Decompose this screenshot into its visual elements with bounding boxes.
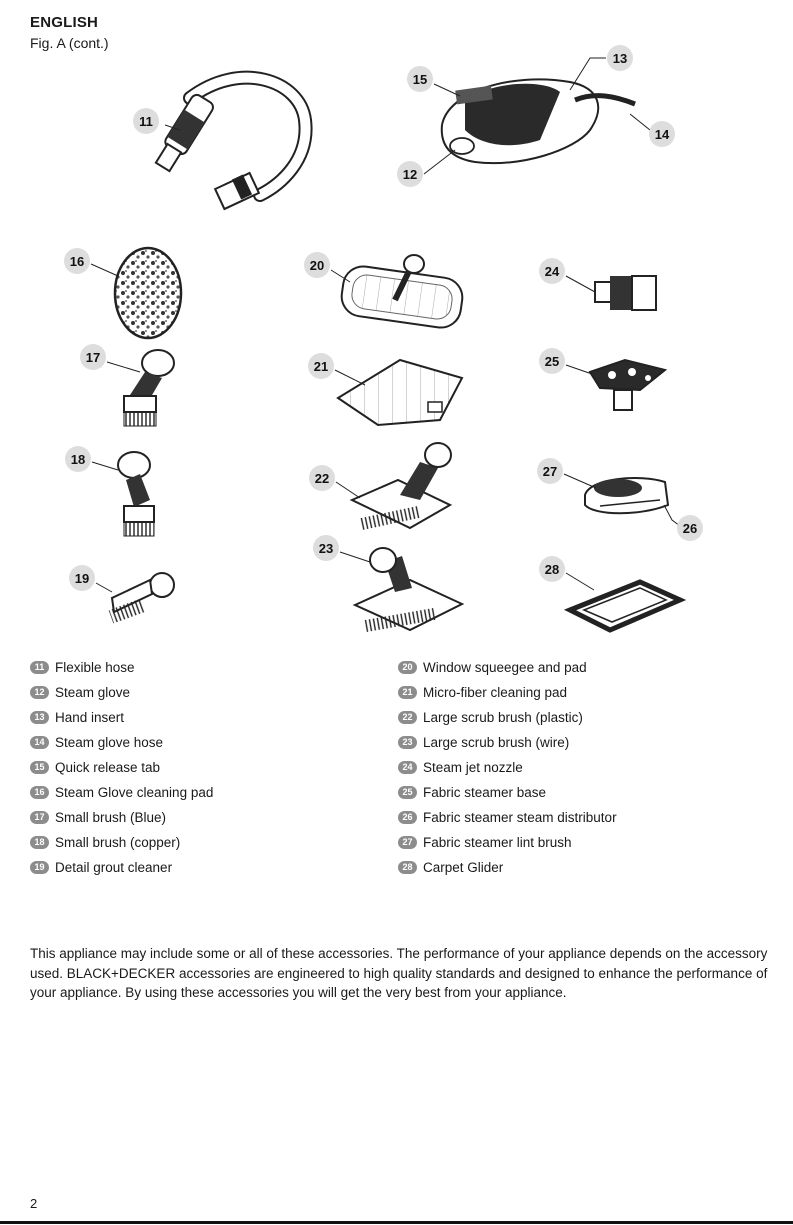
- window-squeegee-illustration: [339, 255, 465, 330]
- detail-grout-cleaner-illustration: [109, 573, 174, 623]
- legend-number-badge: 22: [398, 711, 417, 724]
- micro-fiber-pad-illustration: [338, 360, 462, 425]
- legend-label: Flexible hose: [55, 660, 135, 675]
- callout-15: 15: [412, 72, 428, 87]
- flexible-hose-illustration: [152, 78, 305, 209]
- accessory-legend-right: [398, 655, 617, 880]
- legend-number-badge: 25: [398, 786, 417, 799]
- legend-label: Fabric steamer steam distributor: [423, 810, 617, 825]
- legend-item: [30, 830, 213, 855]
- callout-12: 12: [402, 167, 418, 182]
- legend-item: [398, 830, 617, 855]
- callout-17: 17: [85, 350, 101, 365]
- legend-label: Steam Glove cleaning pad: [55, 785, 214, 800]
- legend-item: [30, 680, 213, 705]
- legend-number-badge: 15: [30, 761, 49, 774]
- bottom-rule: [0, 1221, 793, 1224]
- large-scrub-brush-wire-illustration: [355, 548, 462, 632]
- legend-item: [398, 705, 617, 730]
- legend-number-badge: 28: [398, 861, 417, 874]
- callout-26: 26: [682, 521, 698, 536]
- legend-label: Small brush (copper): [55, 835, 181, 850]
- steam-glove-illustration: [442, 79, 635, 163]
- large-scrub-brush-plastic-illustration: [352, 443, 451, 530]
- legend-label: Fabric steamer base: [423, 785, 547, 800]
- legend-label: Carpet Glider: [423, 860, 504, 875]
- legend-item: [398, 730, 617, 755]
- legend-label: Steam glove hose: [55, 735, 164, 750]
- legend-label: Fabric steamer lint brush: [423, 835, 572, 850]
- callout-23: 23: [318, 541, 334, 556]
- legend-item: [30, 755, 213, 780]
- callout-13: 13: [612, 51, 628, 66]
- legend-item: [398, 855, 617, 880]
- steam-jet-nozzle-illustration: [595, 276, 656, 310]
- callout-28: 28: [544, 562, 560, 577]
- legend-item: [398, 780, 617, 805]
- legend-number-badge: 21: [398, 686, 417, 699]
- legend-number-badge: 12: [30, 686, 49, 699]
- callout-27: 27: [542, 464, 558, 479]
- small-brush-copper-illustration: [118, 452, 154, 536]
- page-number: 2: [30, 1196, 38, 1211]
- callout-21: 21: [313, 359, 329, 374]
- legend-label: Large scrub brush (wire): [423, 735, 570, 750]
- legend-number-badge: 23: [398, 736, 417, 749]
- legend-number-badge: 16: [30, 786, 49, 799]
- legend-number-badge: 14: [30, 736, 49, 749]
- glove-cleaning-pad-illustration: [115, 248, 181, 338]
- callout-19: 19: [74, 571, 90, 586]
- legend-label: Quick release tab: [55, 760, 161, 775]
- legend-number-badge: 17: [30, 811, 49, 824]
- callout-11: 11: [139, 114, 153, 129]
- callout-16: 16: [69, 254, 85, 269]
- legend-label: Steam jet nozzle: [423, 760, 523, 775]
- legend-item: [398, 655, 617, 680]
- legend-number-badge: 13: [30, 711, 49, 724]
- small-brush-blue-illustration: [124, 350, 174, 426]
- legend-item: [398, 680, 617, 705]
- figure-caption: Fig. A (cont.): [30, 35, 109, 51]
- legend-item: [398, 805, 617, 830]
- callout-18: 18: [70, 452, 86, 467]
- legend-label: Hand insert: [55, 710, 125, 725]
- accessory-notice-paragraph: This appliance may include some or all of these accessories. The performance of your appliance depends on the accessory used. BLACK+DECKER accessories are engineered to high quality standards and designed to enhance the performance of your appliance. By using these accessories you will get the very best from your appliance.: [30, 946, 768, 1000]
- legend-number-badge: 19: [30, 861, 49, 874]
- legend-number-badge: 26: [398, 811, 417, 824]
- fabric-steamer-lint-brush-illustration: [585, 478, 668, 513]
- legend-number-badge: 18: [30, 836, 49, 849]
- legend-item: [30, 705, 213, 730]
- callout-14: 14: [654, 127, 670, 142]
- legend-item: [398, 755, 617, 780]
- carpet-glider-illustration: [570, 582, 680, 630]
- legend-item: [30, 780, 213, 805]
- legend-label: Micro-fiber cleaning pad: [423, 685, 568, 700]
- legend-label: Large scrub brush (plastic): [423, 710, 583, 725]
- accessory-legend-left: [30, 655, 213, 880]
- legend-label: Steam glove: [55, 685, 131, 700]
- callout-20: 20: [309, 258, 325, 273]
- legend-item: [30, 655, 213, 680]
- callout-24: 24: [544, 264, 560, 279]
- legend-number-badge: 27: [398, 836, 417, 849]
- language-heading: ENGLISH: [30, 14, 99, 31]
- legend-number-badge: 24: [398, 761, 417, 774]
- legend-number-badge: 20: [398, 661, 417, 674]
- legend-number-badge: 11: [30, 661, 49, 674]
- legend-label: Small brush (Blue): [55, 810, 167, 825]
- legend-item: [30, 730, 213, 755]
- legend-item: [30, 855, 213, 880]
- legend-label: Window squeegee and pad: [423, 660, 587, 675]
- legend-item: [30, 805, 213, 830]
- callout-25: 25: [544, 354, 560, 369]
- fabric-steamer-base-illustration: [590, 360, 665, 410]
- callout-22: 22: [314, 471, 330, 486]
- legend-label: Detail grout cleaner: [55, 860, 173, 875]
